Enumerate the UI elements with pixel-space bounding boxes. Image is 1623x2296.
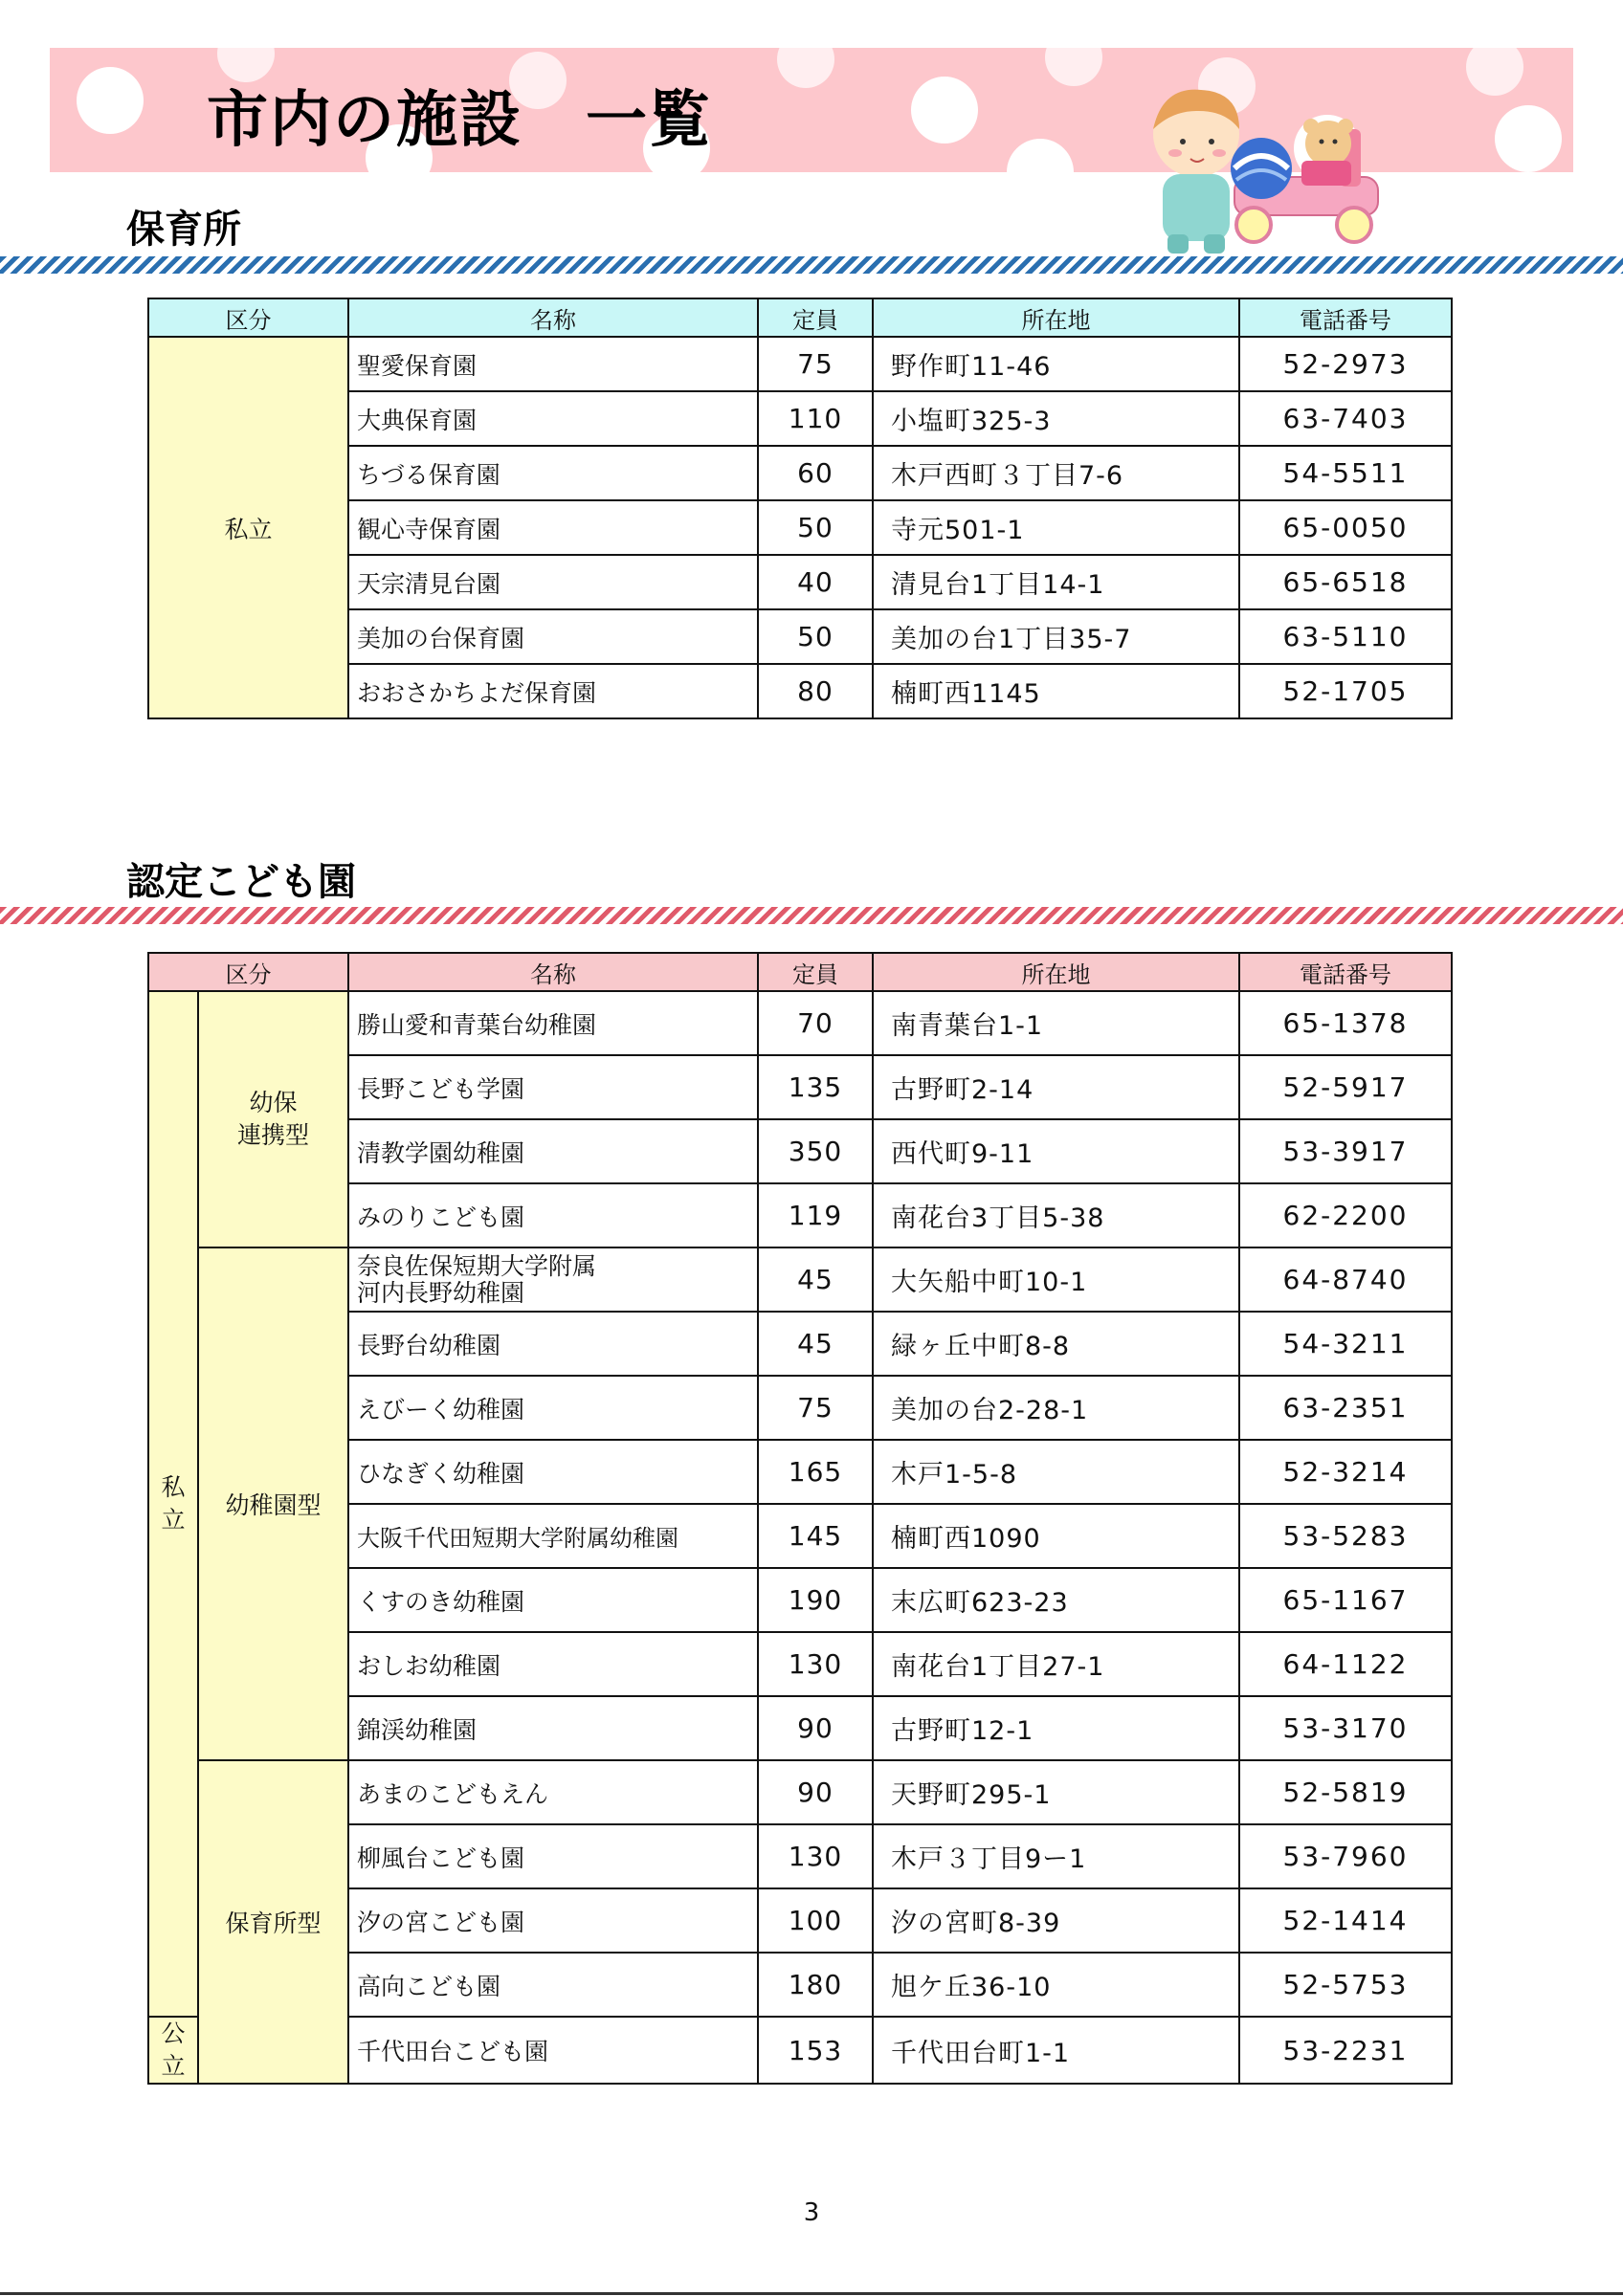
header-phone: 電話番号 xyxy=(1239,298,1452,337)
address: 美加の台1丁目35-7 xyxy=(873,609,1239,664)
table-row xyxy=(148,1760,1452,1824)
facility-name: 天宗清見台園 xyxy=(348,555,758,609)
type-integrated: 幼保 連携型 xyxy=(198,991,348,1247)
capacity: 135 xyxy=(758,1055,873,1119)
address: 南青葉台1-1 xyxy=(873,991,1239,1055)
address: 汐の宮町8-39 xyxy=(873,1888,1239,1953)
capacity: 50 xyxy=(758,609,873,664)
address: 木戸1-5-8 xyxy=(873,1440,1239,1504)
phone: 52-1705 xyxy=(1239,664,1452,718)
address: 古野町2-14 xyxy=(873,1055,1239,1119)
phone: 64-1122 xyxy=(1239,1632,1452,1696)
capacity: 90 xyxy=(758,1696,873,1760)
facility-name: 長野こども学園 xyxy=(348,1055,758,1119)
table-header-row xyxy=(148,953,1452,991)
phone: 64-8740 xyxy=(1239,1247,1452,1312)
capacity: 75 xyxy=(758,337,873,391)
phone: 53-3170 xyxy=(1239,1696,1452,1760)
page-number: 3 xyxy=(803,2198,820,2227)
phone: 52-5753 xyxy=(1239,1953,1452,2017)
facility-name: みのりこども園 xyxy=(348,1183,758,1247)
facility-name: 観心寺保育園 xyxy=(348,500,758,555)
category-public: 公 立 xyxy=(148,2017,198,2084)
capacity: 190 xyxy=(758,1568,873,1632)
address: 楠町西1090 xyxy=(873,1504,1239,1568)
phone: 53-3917 xyxy=(1239,1119,1452,1183)
facility-name: あまのこどもえん xyxy=(348,1760,758,1824)
table-row xyxy=(148,991,1452,1055)
facility-name: 長野台幼稚園 xyxy=(348,1312,758,1376)
facility-name: おしお幼稚園 xyxy=(348,1632,758,1696)
address: 木戸西町３丁目7-6 xyxy=(873,446,1239,500)
address: 楠町西1145 xyxy=(873,664,1239,718)
address: 古野町12-1 xyxy=(873,1696,1239,1760)
capacity: 180 xyxy=(758,1953,873,2017)
facility-name: 汐の宮こども園 xyxy=(348,1888,758,1953)
facility-name: 高向こども園 xyxy=(348,1953,758,2017)
capacity: 60 xyxy=(758,446,873,500)
header-category: 区分 xyxy=(148,953,348,991)
phone: 54-3211 xyxy=(1239,1312,1452,1376)
address: 寺元501-1 xyxy=(873,500,1239,555)
section-title-nursery: 保育所 xyxy=(126,208,241,252)
address: 大矢船中町10-1 xyxy=(873,1247,1239,1312)
address: 千代田台町1-1 xyxy=(873,2017,1239,2084)
address: 緑ヶ丘中町8-8 xyxy=(873,1312,1239,1376)
phone: 65-0050 xyxy=(1239,500,1452,555)
address: 清見台1丁目14-1 xyxy=(873,555,1239,609)
phone: 63-7403 xyxy=(1239,391,1452,446)
table-row xyxy=(148,337,1452,391)
type-kindergarten: 幼稚園型 xyxy=(198,1247,348,1760)
facility-name: えびーく幼稚園 xyxy=(348,1376,758,1440)
capacity: 40 xyxy=(758,555,873,609)
capacity: 145 xyxy=(758,1504,873,1568)
capacity: 70 xyxy=(758,991,873,1055)
capacity: 165 xyxy=(758,1440,873,1504)
table-row xyxy=(148,1247,1452,1312)
capacity: 75 xyxy=(758,1376,873,1440)
address: 旭ケ丘36-10 xyxy=(873,1953,1239,2017)
header-category: 区分 xyxy=(148,298,348,337)
header-name: 名称 xyxy=(348,953,758,991)
header-address: 所在地 xyxy=(873,953,1239,991)
bottom-rule xyxy=(0,2292,1623,2295)
facility-name: 勝山愛和青葉台幼稚園 xyxy=(348,991,758,1055)
facility-name: 錦渓幼稚園 xyxy=(348,1696,758,1760)
capacity: 110 xyxy=(758,391,873,446)
capacity: 90 xyxy=(758,1760,873,1824)
header-address: 所在地 xyxy=(873,298,1239,337)
address: 南花台1丁目27-1 xyxy=(873,1632,1239,1696)
phone: 53-2231 xyxy=(1239,2017,1452,2084)
type-nursery: 保育所型 xyxy=(198,1760,348,2084)
address: 末広町623-23 xyxy=(873,1568,1239,1632)
phone: 63-2351 xyxy=(1239,1376,1452,1440)
category-private: 私 立 xyxy=(148,991,198,2017)
facility-name: 柳風台こども園 xyxy=(348,1824,758,1888)
phone: 65-1378 xyxy=(1239,991,1452,1055)
facility-name: ちづる保育園 xyxy=(348,446,758,500)
address: 野作町11-46 xyxy=(873,337,1239,391)
child-with-ball-illustration xyxy=(1120,77,1397,258)
phone: 53-7960 xyxy=(1239,1824,1452,1888)
nursery-table xyxy=(147,298,1453,719)
capacity: 80 xyxy=(758,664,873,718)
address: 南花台3丁目5-38 xyxy=(873,1183,1239,1247)
facility-name: 清教学園幼稚園 xyxy=(348,1119,758,1183)
capacity: 50 xyxy=(758,500,873,555)
phone: 52-5819 xyxy=(1239,1760,1452,1824)
address: 天野町295-1 xyxy=(873,1760,1239,1824)
facility-name: 大典保育園 xyxy=(348,391,758,446)
page-title: 市内の施設 一覧 xyxy=(207,85,712,156)
phone: 53-5283 xyxy=(1239,1504,1452,1568)
phone: 63-5110 xyxy=(1239,609,1452,664)
facility-name: 大阪千代田短期大学附属幼稚園 xyxy=(348,1504,758,1568)
phone: 52-2973 xyxy=(1239,337,1452,391)
certified-center-table xyxy=(147,952,1453,2085)
capacity: 100 xyxy=(758,1888,873,1953)
phone: 54-5511 xyxy=(1239,446,1452,500)
capacity: 153 xyxy=(758,2017,873,2084)
capacity: 130 xyxy=(758,1824,873,1888)
blue-stripe-divider xyxy=(0,256,1623,274)
address: 小塩町325-3 xyxy=(873,391,1239,446)
facility-name: 奈良佐保短期大学附属 河内長野幼稚園 xyxy=(348,1247,758,1312)
capacity: 119 xyxy=(758,1183,873,1247)
capacity: 130 xyxy=(758,1632,873,1696)
table-header-row xyxy=(148,298,1452,337)
facility-name: 美加の台保育園 xyxy=(348,609,758,664)
capacity: 45 xyxy=(758,1312,873,1376)
capacity: 350 xyxy=(758,1119,873,1183)
phone: 65-6518 xyxy=(1239,555,1452,609)
facility-name: 千代田台こども園 xyxy=(348,2017,758,2084)
capacity: 45 xyxy=(758,1247,873,1312)
phone: 65-1167 xyxy=(1239,1568,1452,1632)
facility-name: くすのき幼稚園 xyxy=(348,1568,758,1632)
header-name: 名称 xyxy=(348,298,758,337)
address: 西代町9-11 xyxy=(873,1119,1239,1183)
phone: 52-3214 xyxy=(1239,1440,1452,1504)
pink-stripe-divider xyxy=(0,907,1623,924)
facility-name: おおさかちよだ保育園 xyxy=(348,664,758,718)
facility-name: 聖愛保育園 xyxy=(348,337,758,391)
header-capacity: 定員 xyxy=(758,953,873,991)
address: 美加の台2-28-1 xyxy=(873,1376,1239,1440)
phone: 62-2200 xyxy=(1239,1183,1452,1247)
address: 木戸３丁目9ー1 xyxy=(873,1824,1239,1888)
header-phone: 電話番号 xyxy=(1239,953,1452,991)
facility-name: ひなぎく幼稚園 xyxy=(348,1440,758,1504)
section-title-certified-centers: 認定こども園 xyxy=(126,860,356,904)
category-private: 私立 xyxy=(148,337,348,718)
phone: 52-5917 xyxy=(1239,1055,1452,1119)
phone: 52-1414 xyxy=(1239,1888,1452,1953)
header-capacity: 定員 xyxy=(758,298,873,337)
